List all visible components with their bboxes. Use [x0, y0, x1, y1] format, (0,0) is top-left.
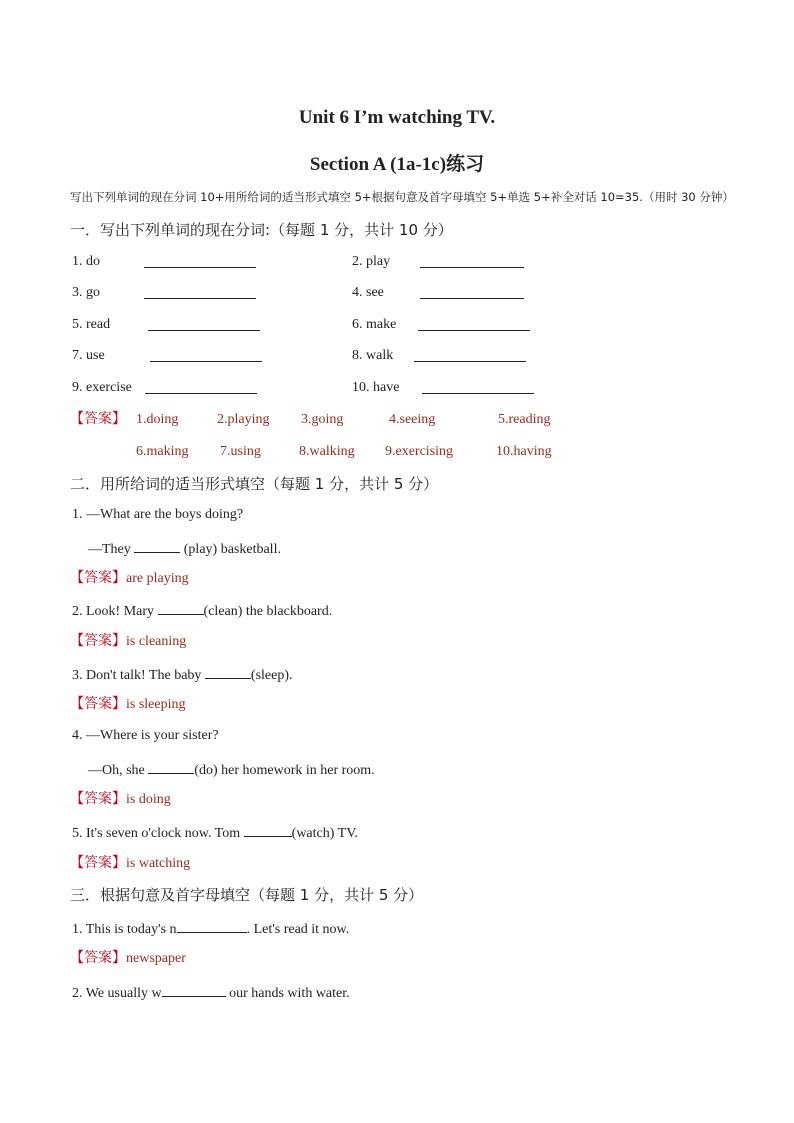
part2-answer-3	[70, 695, 186, 714]
item-5	[72, 316, 110, 334]
question-text: (watch) TV.	[291, 826, 359, 841]
item-label: 5. read	[72, 317, 111, 332]
answer-text: is doing	[126, 792, 171, 807]
question-text: (play) basketball.	[180, 542, 281, 557]
part2-answer-5	[70, 854, 190, 873]
part2-question-3	[72, 664, 293, 685]
question-text: our hands with water.	[225, 986, 350, 1001]
answer-1: 1.doing	[136, 412, 179, 427]
question-text: . Let's read it now.	[246, 922, 350, 937]
part2-question-1b	[88, 538, 281, 559]
answer-3: 3.going	[301, 412, 344, 427]
part2-question-4a: 4. —Where is your sister?	[72, 728, 219, 743]
page-title: Unit 6 I’m watching TV.	[298, 107, 496, 128]
question-text: (clean) the blackboard.	[203, 604, 333, 619]
answer-4: 4.seeing	[389, 412, 436, 427]
item-1	[72, 253, 100, 271]
item-3	[72, 284, 100, 302]
part2-answer-2	[70, 632, 186, 651]
part2-question-4b	[88, 759, 375, 780]
item-label: 3. go	[72, 285, 100, 300]
item-2	[352, 253, 390, 271]
answer-text: is watching	[126, 856, 191, 871]
part2-question-1a: 1. —What are the boys doing?	[72, 507, 244, 522]
item-label: 8. walk	[352, 348, 394, 363]
answer-text: is sleeping	[126, 697, 186, 712]
answer-blank[interactable]	[134, 538, 180, 553]
answer-tag: 【答案】	[70, 791, 126, 807]
answer-blank[interactable]	[420, 253, 524, 268]
item-label: 9. exercise	[72, 380, 132, 395]
question-text: (do) her homework in her room.	[194, 763, 375, 778]
answer-blank[interactable]	[144, 284, 256, 299]
question-text: 3. Don't talk! The baby	[72, 668, 205, 683]
answer-blank[interactable]	[418, 316, 530, 331]
item-10	[352, 379, 399, 397]
answer-blank[interactable]	[414, 347, 526, 362]
answer-blank[interactable]	[145, 379, 257, 394]
question-text: —They	[88, 542, 135, 557]
answer-blank[interactable]	[144, 253, 256, 268]
item-9	[72, 379, 132, 397]
page-subtitle: Section A (1a-1c)练习	[309, 154, 485, 175]
item-label: 1. do	[72, 254, 100, 269]
part1-heading: 一．写出下列单词的现在分词:（每题 1 分，共计 10 分）	[70, 221, 453, 239]
part2-answer-1	[70, 569, 189, 588]
question-text: 1. This is today's n	[72, 922, 177, 937]
question-text: 2. We usually w	[72, 986, 162, 1001]
part3-answer-1	[70, 949, 186, 968]
answer-blank[interactable]	[177, 918, 247, 933]
part2-question-2	[72, 600, 332, 621]
answer-blank[interactable]	[148, 759, 194, 774]
answer-tag: 【答案】	[70, 633, 126, 649]
answer-7: 7.using	[220, 444, 261, 459]
part2-answer-4	[70, 790, 171, 809]
item-7	[72, 347, 105, 365]
answer-9: 9.exercising	[385, 444, 454, 459]
answer-2: 2.playing	[217, 412, 270, 427]
item-label: 2. play	[352, 254, 391, 269]
instructions: 写出下列单词的现在分词 10+用所给词的适当形式填空 5+根据句意及首字母填空 5+单选 5+补全对话 10=35.（用时 30 分钟）	[70, 190, 734, 204]
answer-tag: 【答案】	[70, 696, 126, 712]
answer-text: are playing	[126, 571, 189, 586]
answer-text: newspaper	[126, 951, 186, 966]
answer-blank[interactable]	[205, 664, 251, 679]
question-text: (sleep).	[250, 668, 293, 683]
item-8	[352, 347, 393, 365]
question-text: 2. Look! Mary	[72, 604, 158, 619]
answer-blank[interactable]	[158, 600, 204, 615]
question-text: 5. It's seven o'clock now. Tom	[72, 826, 244, 841]
answer-tag: 【答案】	[70, 950, 126, 966]
item-label: 4. see	[352, 285, 384, 300]
part2-question-5	[72, 822, 358, 843]
item-4	[352, 284, 384, 302]
answer-blank[interactable]	[420, 284, 524, 299]
item-label: 6. make	[352, 317, 397, 332]
answer-blank[interactable]	[244, 822, 292, 837]
answer-10: 10.having	[496, 444, 552, 459]
question-text: —Oh, she	[88, 763, 149, 778]
answer-8: 8.walking	[299, 444, 355, 459]
answer-6: 6.making	[136, 444, 189, 459]
answer-text: is cleaning	[126, 634, 187, 649]
answer-tag: 【答案】	[70, 855, 126, 871]
answer-blank[interactable]	[162, 982, 226, 997]
answer-tag: 【答案】	[70, 570, 126, 586]
answer-blank[interactable]	[422, 379, 534, 394]
part3-question-1	[72, 918, 349, 939]
part3-heading: 三．根据句意及首字母填空（每题 1 分，共计 5 分）	[70, 886, 424, 904]
item-label: 10. have	[352, 380, 400, 395]
item-6	[352, 316, 396, 334]
item-label: 7. use	[72, 348, 105, 363]
answer-5: 5.reading	[498, 412, 551, 427]
answer-blank[interactable]	[148, 316, 260, 331]
answer-blank[interactable]	[150, 347, 262, 362]
part2-heading: 二．用所给词的适当形式填空（每题 1 分，共计 5 分）	[70, 475, 439, 493]
answer-tag: 【答案】	[70, 411, 126, 427]
part3-question-2	[72, 982, 350, 1003]
